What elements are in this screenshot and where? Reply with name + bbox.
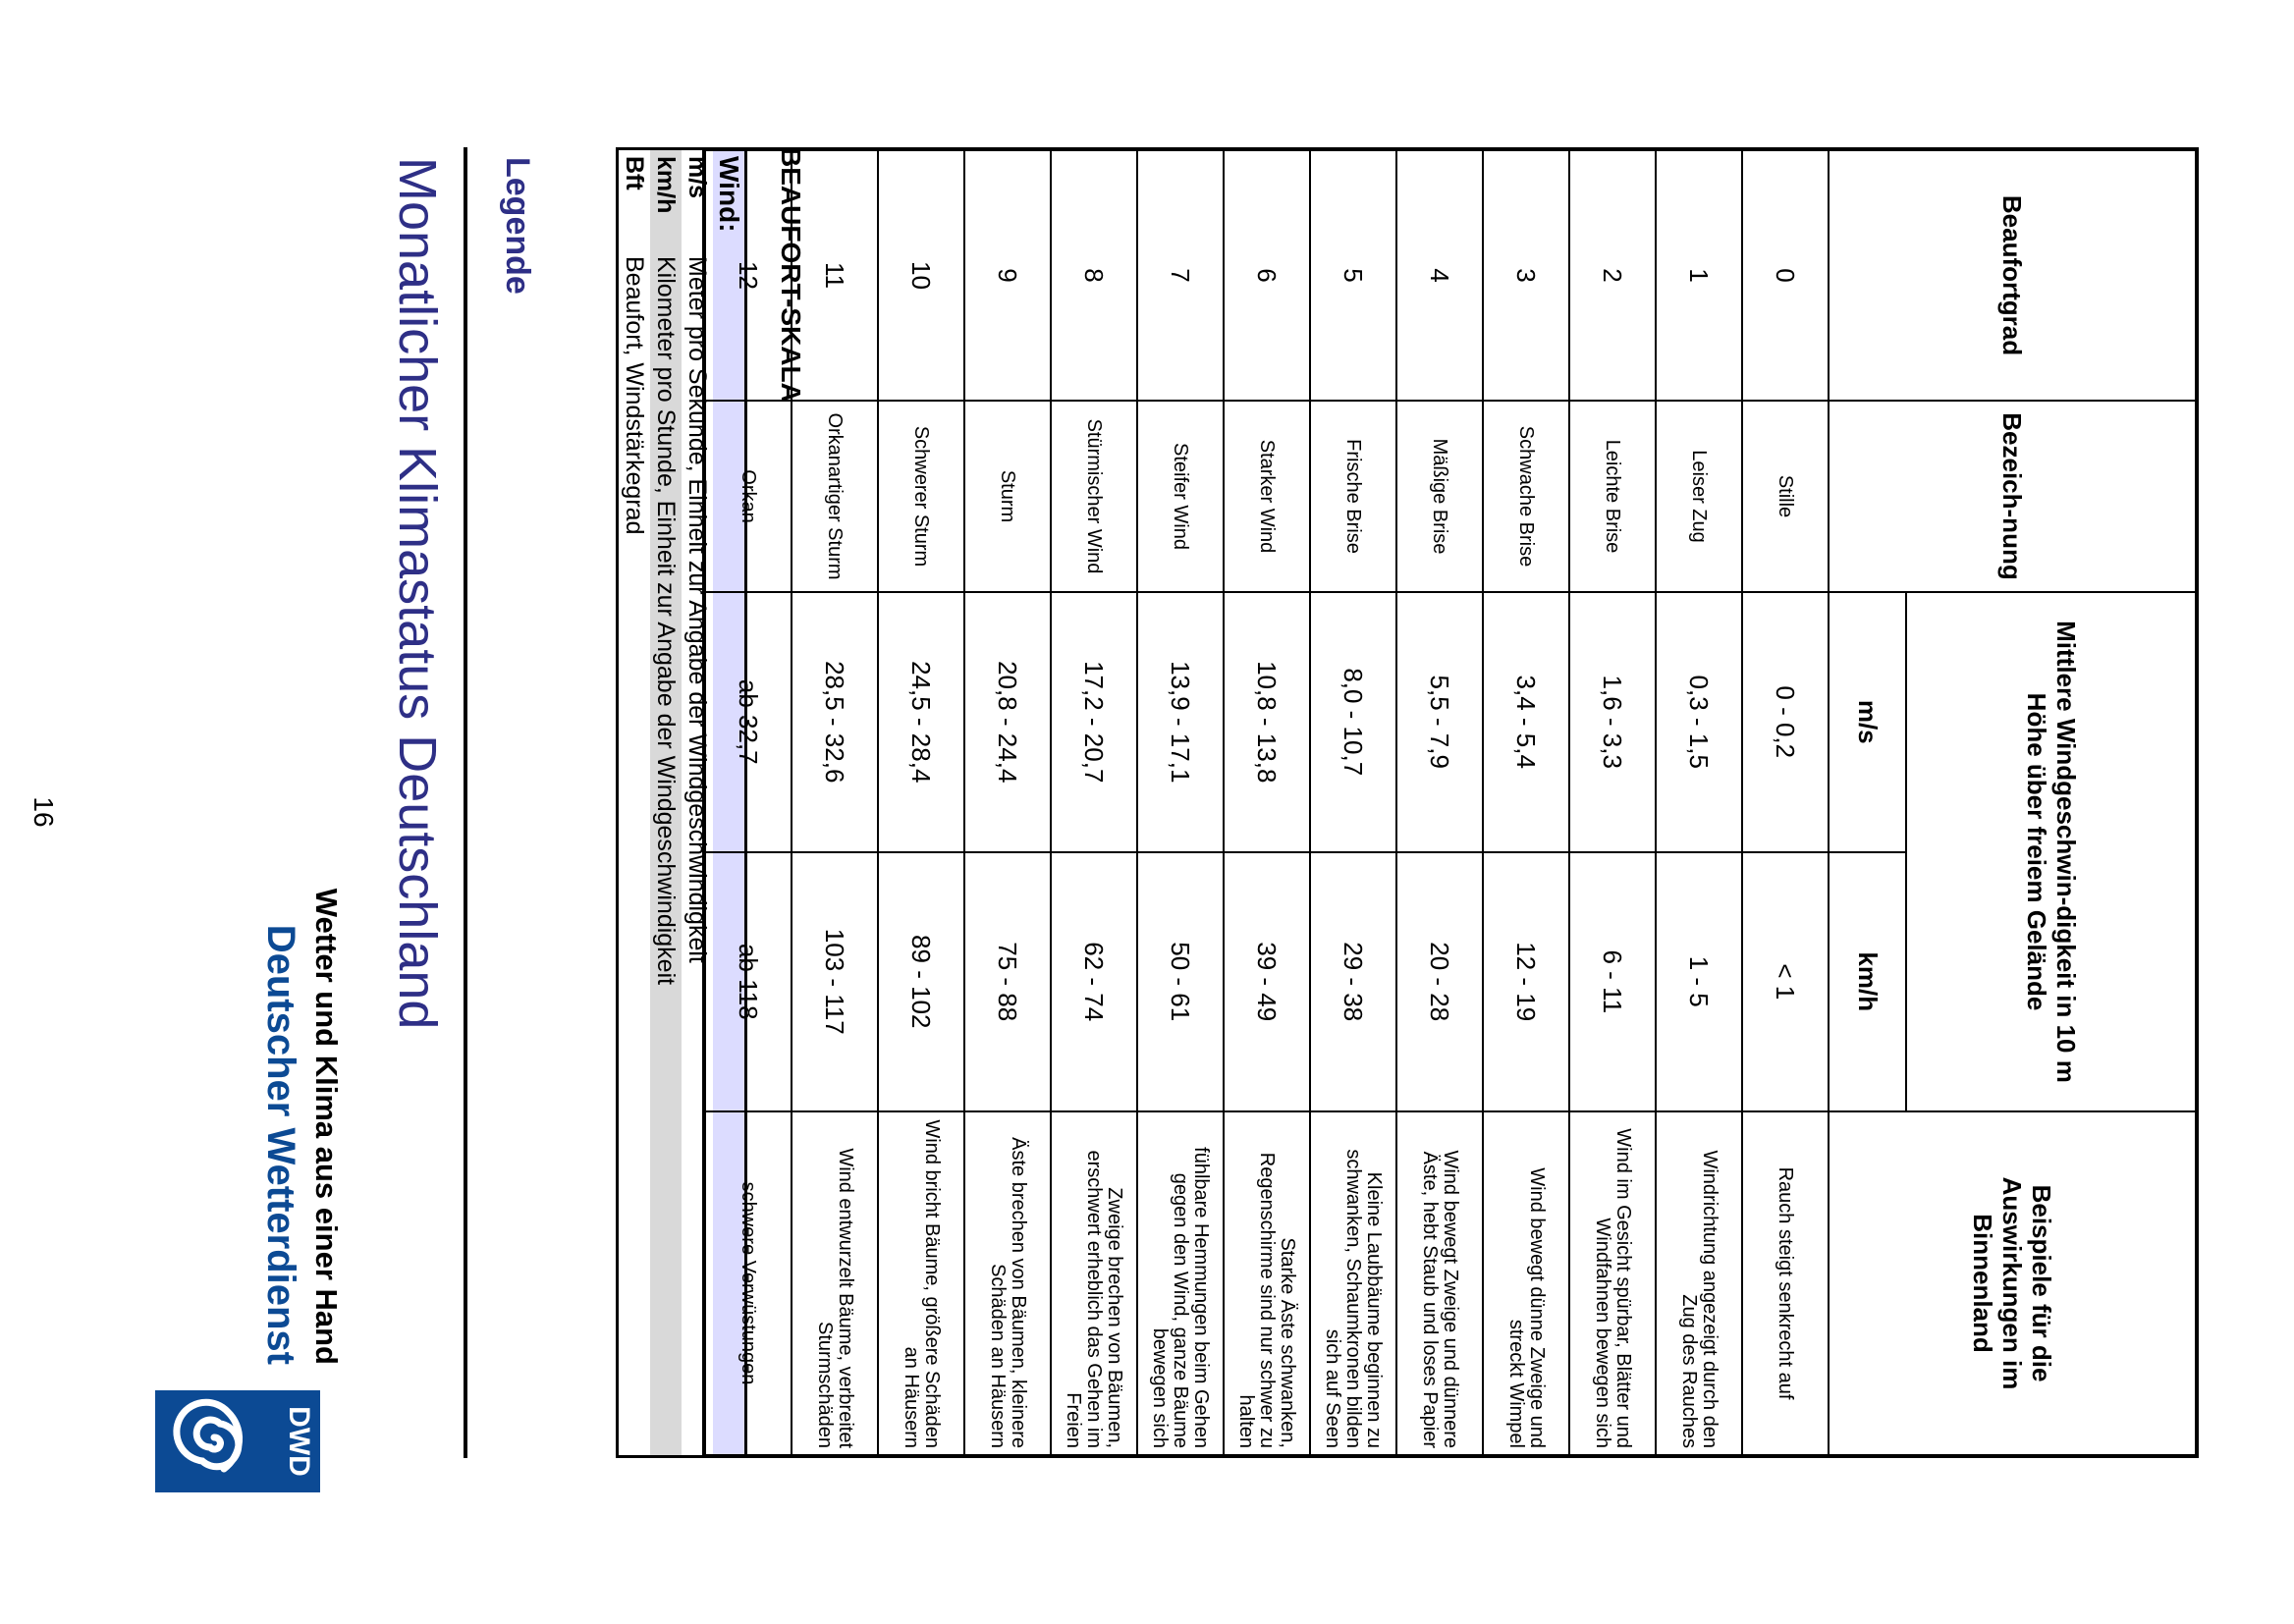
example-cell: Kleine Laubbäume beginnen zu schwanken, Schaumkronen bilden sich auf Seen [1310,1111,1396,1456]
speed-ms-cell: 0,3 - 1,5 [1656,592,1742,852]
brand-name: Deutscher Wetterdienst [259,924,302,1365]
beaufort-grade-cell: 10 [878,149,964,401]
speed-kmh-cell: 50 - 61 [1137,852,1224,1112]
speed-kmh-cell: 20 - 28 [1396,852,1483,1112]
speed-ms-cell: 24,5 - 28,4 [878,592,964,852]
legend-row [650,149,682,1457]
example-cell: Wind bricht Bäume, größere Schäden an Häusern [878,1111,964,1456]
speed-kmh-cell: 39 - 49 [1224,852,1310,1112]
speed-ms-cell: 0 - 0,2 [1742,592,1829,852]
speed-ms-cell: 17,2 - 20,7 [1051,592,1137,852]
example-cell: schwere Verwüstungen [704,1111,792,1456]
example-cell: Windrichtung angezeigt durch den Zug des Rauches [1656,1111,1742,1456]
page-title: Monatlicher Klimastatus Deutschland [388,157,447,1030]
table-row [1483,149,1569,1456]
legend-text: Meter pro Sekunde, Einheit zur Angabe der Windgeschwindigkeit [683,256,711,963]
legend-key: Bft [621,156,648,190]
speed-kmh-cell: < 1 [1742,852,1829,1112]
speed-ms-cell: 20,8 - 24,4 [964,592,1051,852]
beaufort-grade-cell: 6 [1224,149,1310,401]
designation-cell: Mäßige Brise [1396,401,1483,592]
header-kmh: km/h [1829,852,1906,1112]
header-examples: Beispiele für die Auswirkungen im Binnenland [1829,1111,2197,1456]
table-row [1051,149,1137,1456]
table-row [878,149,964,1456]
designation-cell: Sturm [964,401,1051,592]
speed-kmh-cell: 1 - 5 [1656,852,1742,1112]
brand-tagline: Wetter und Klima aus einer Hand [309,888,344,1365]
table-row [1569,149,1656,1456]
speed-ms-cell: 1,6 - 3,3 [1569,592,1656,852]
designation-cell: Steifer Wind [1137,401,1224,592]
speed-kmh-cell: 103 - 117 [792,852,878,1112]
speed-ms-cell: 5,5 - 7,9 [1396,592,1483,852]
legend-text: Beaufort, Windstärkegrad [621,256,648,535]
legend-row [618,149,651,1457]
beaufort-grade-cell: 1 [1656,149,1742,401]
designation-cell: Starker Wind [1224,401,1310,592]
beaufort-grade-cell: 4 [1396,149,1483,401]
header-grade: Beaufortgrad [1829,149,2197,401]
table-row [1310,149,1396,1456]
designation-cell: Stille [1742,401,1829,592]
table-row [704,149,792,1456]
legend-group-label: Wind: [713,149,746,1457]
spiral-icon [167,1394,261,1489]
example-cell: Äste brechen von Bäumen, kleinere Schäden an Häusern [964,1111,1051,1456]
table-row [792,149,878,1456]
beaufort-grade-cell: 11 [792,149,878,401]
title-rule [464,147,467,1458]
speed-ms-cell: 3,4 - 5,4 [1483,592,1569,852]
beaufort-grade-cell: 7 [1137,149,1224,401]
designation-cell: Schwache Brise [1483,401,1569,592]
designation-cell: Orkan [704,401,792,592]
example-cell: Wind entwurzelt Bäume, verbreitet Sturmschäden [792,1111,878,1456]
designation-cell: Stürmischer Wind [1051,401,1137,592]
designation-cell: Orkanartiger Sturm [792,401,878,592]
page-number: 16 [28,796,59,828]
speed-kmh-cell: 89 - 102 [878,852,964,1112]
example-cell: fühlbare Hemmungen beim Gehen gegen den Wind, ganze Bäume bewegen sich [1137,1111,1224,1456]
speed-kmh-cell: 62 - 74 [1051,852,1137,1112]
header-ms: m/s [1829,592,1906,852]
speed-ms-cell: ab 32,7 [704,592,792,852]
speed-ms-cell: 10,8 - 13,8 [1224,592,1310,852]
legend-key: m/s [683,156,711,199]
example-cell: Rauch steigt senkrecht auf [1742,1111,1829,1456]
legend-key: km/h [650,149,682,251]
speed-kmh-cell: 75 - 88 [964,852,1051,1112]
example-cell: Wind bewegt dünne Zweige und streckt Wimpel [1483,1111,1569,1456]
table-row [1224,149,1310,1456]
beaufort-grade-cell: 2 [1569,149,1656,401]
table-row [1656,149,1742,1456]
speed-kmh-cell: ab 118 [704,852,792,1112]
beaufort-section-label: BEAUFORT-SKALA [776,147,806,403]
legend-heading: Legende [499,157,536,295]
header-name: Bezeich-nung [1829,401,2197,592]
table-row [1396,149,1483,1456]
table-row [1742,149,1829,1456]
speed-kmh-cell: 6 - 11 [1569,852,1656,1112]
logo-text: DWD [283,1406,315,1477]
legend-text: Kilometer pro Stunde, Einheit zur Angabe der Windgeschwindigkeit [650,250,682,1457]
designation-cell: Schwerer Sturm [878,401,964,592]
designation-cell: Leichte Brise [1569,401,1656,592]
designation-cell: Leiser Zug [1656,401,1742,592]
designation-cell: Frische Brise [1310,401,1396,592]
beaufort-grade-cell: 0 [1742,149,1829,401]
beaufort-grade-cell: 8 [1051,149,1137,401]
example-cell: Starke Äste schwanken, Regenschirme sind nur schwer zu halten [1224,1111,1310,1456]
dwd-logo [155,1390,320,1492]
speed-kmh-cell: 12 - 19 [1483,852,1569,1112]
example-cell: Zweige brechen von Bäumen, erschwert erheblich das Gehen im Freien [1051,1111,1137,1456]
beaufort-grade-cell: 9 [964,149,1051,401]
example-cell: Wind im Gesicht spürbar, Blätter und Windfahnen bewegen sich [1569,1111,1656,1456]
header-speed: Mittlere Windgeschwin-digkeit in 10 m Höhe über freiem Gelände [1906,592,2197,1111]
beaufort-grade-cell: 3 [1483,149,1569,401]
beaufort-grade-cell: 12 [704,149,792,401]
example-cell: Wind bewegt Zweige und dünnere Äste, hebt Staub und loses Papier [1396,1111,1483,1456]
speed-kmh-cell: 29 - 38 [1310,852,1396,1112]
table-row [1137,149,1224,1456]
table-row [964,149,1051,1456]
speed-ms-cell: 13,9 - 17,1 [1137,592,1224,852]
speed-ms-cell: 28,5 - 32,6 [792,592,878,852]
beaufort-grade-cell: 5 [1310,149,1396,401]
beaufort-table [702,147,2199,1458]
header-row [1906,149,2197,1456]
speed-ms-cell: 8,0 - 10,7 [1310,592,1396,852]
